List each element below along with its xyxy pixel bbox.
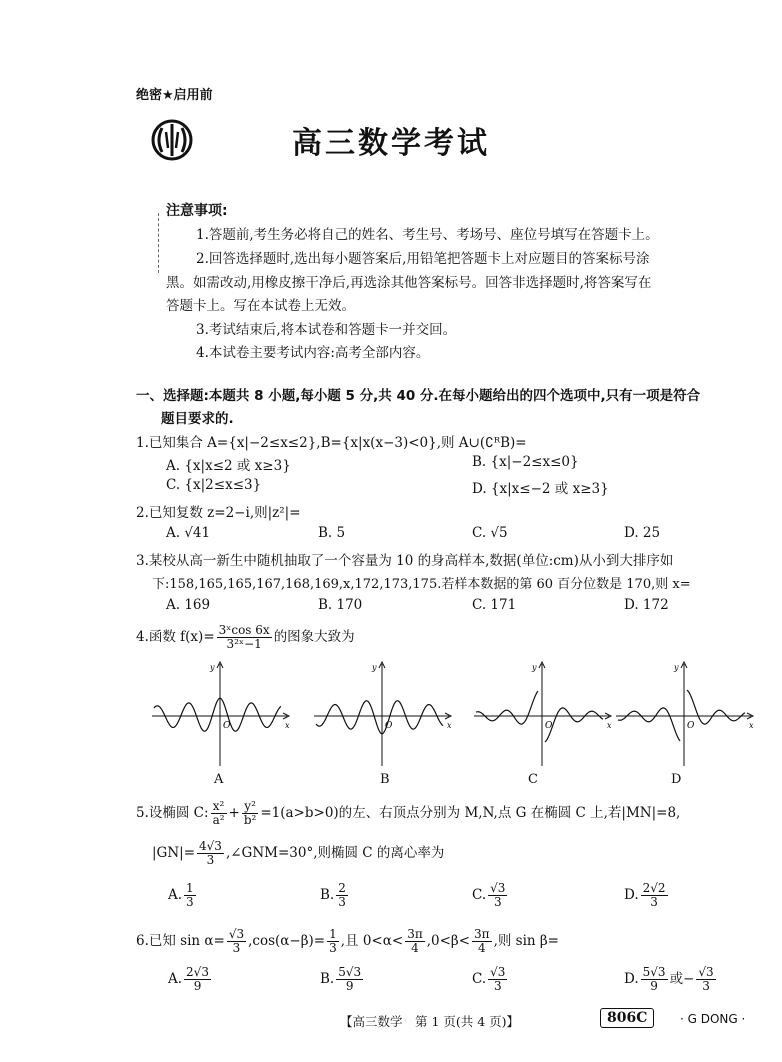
- q6-frac: [227, 928, 246, 955]
- page-footer: 【高三数学 第 1 页(共 4 页)】: [340, 1014, 520, 1029]
- q2-option-b: B. 5: [318, 525, 346, 541]
- q2-option-a: A. √41: [166, 525, 211, 541]
- section-heading-cont: 题目要求的.: [161, 411, 234, 427]
- notice-line: 答题卡上。写在本试卷上无效。: [166, 298, 355, 314]
- option-fraction: [184, 882, 196, 909]
- graph-label-a: A: [214, 772, 224, 787]
- q5-y2: y²: [242, 800, 259, 814]
- q6-option-d: [624, 966, 718, 993]
- option-fraction: [641, 966, 668, 993]
- q5-x-fraction: [211, 800, 227, 827]
- graph-d: [612, 658, 757, 768]
- q4-suffix: 的图象大致为: [273, 629, 355, 645]
- q4-prefix: 4.函数 f(x)=: [136, 629, 215, 645]
- notice-line: 黑。如需改动,用橡皮擦干净后,再选涂其他答案标号。回答非选择题时,将答案写在: [166, 275, 652, 291]
- q5-text: 5.设椭圆 C:: [136, 805, 209, 821]
- x-axis-label: x: [285, 721, 290, 730]
- q3-option-a: A. 169: [166, 597, 211, 613]
- option-fraction: [641, 882, 668, 909]
- option-fraction: [184, 966, 211, 993]
- fraction-den: 9: [345, 979, 354, 993]
- q5-text: |GN|=: [152, 845, 196, 861]
- q5-gn-num: 4√3: [199, 839, 222, 853]
- question-5-stem: [136, 800, 680, 827]
- q6-option-b: [320, 966, 365, 993]
- fraction-num: 3π: [407, 927, 423, 941]
- notice-line: 3.考试结束后,将本试卷和答题卡一并交回。: [196, 322, 457, 338]
- option-label: D.: [624, 887, 639, 903]
- fraction-den: 3: [493, 979, 502, 993]
- exam-title: 高三数学考试: [292, 126, 490, 161]
- q3-option-d: D. 172: [624, 597, 669, 613]
- question-1-stem: 1.已知集合 A={x|−2≤x≤2},B={x|x(x−3)<0},则 A∪(∁ᴿB)=: [136, 435, 527, 451]
- q5-gn-fraction: [197, 840, 224, 867]
- q5-option-d: [624, 882, 670, 909]
- q3-option-c: C. 171: [472, 597, 517, 613]
- notice-line: 4.本试卷主要考试内容:高考全部内容。: [196, 345, 430, 361]
- y-axis-label: y: [210, 663, 215, 672]
- fraction-den: 3: [338, 895, 346, 909]
- option-fraction: [488, 882, 507, 909]
- fraction-num: 2√3: [186, 965, 209, 979]
- fraction-num: 1: [329, 927, 337, 941]
- q5-text: ,∠GNM=30°,则椭圆 C 的离心率为: [225, 845, 445, 861]
- x-axis-label: x: [749, 721, 754, 730]
- option-fraction: [336, 882, 348, 909]
- notice-line: 2.回答选择题时,选出每小题答案后,用铅笔把答题卡上对应题目的答案标号涂: [196, 251, 650, 267]
- fraction-den: 4: [411, 941, 419, 955]
- q6-option-c: [472, 966, 509, 993]
- q4-denominator: 3²ˣ−1: [226, 637, 262, 651]
- q5-x2: x²: [211, 800, 227, 814]
- q1-option-a: A. {x|x≤2 或 x≥3}: [166, 458, 291, 474]
- fraction-num: 5√3: [338, 965, 362, 979]
- graph-label-d: D: [671, 772, 682, 787]
- origin-label: O: [687, 721, 695, 731]
- option-label: C.: [472, 971, 487, 987]
- fraction-num: √3: [490, 965, 506, 979]
- q4-numerator: 3ˣcos 6x: [218, 623, 270, 637]
- function-curve-left: [476, 691, 538, 724]
- q5-text: =1(a>b>0)的左、右顶点分别为 M,N,点 G 在椭圆 C 上,若|MN|=8,: [260, 805, 681, 821]
- notice-title: 注意事项:: [166, 203, 228, 219]
- question-6-stem: [136, 928, 559, 955]
- q6-text: ,0<β<: [426, 933, 471, 949]
- function-curve: [316, 701, 443, 734]
- y-axis-label: y: [372, 663, 377, 672]
- q5-option-c: [472, 882, 509, 909]
- function-curve: [154, 698, 281, 731]
- option-label: B.: [320, 971, 335, 987]
- function-curve-left: [618, 708, 680, 741]
- x-axis-label: x: [447, 721, 452, 730]
- q6-text: ,cos(α−β)=: [248, 933, 326, 949]
- option-label: B.: [320, 887, 335, 903]
- q6-text: ,且 0<α<: [340, 933, 404, 949]
- q1-option-b: B. {x|−2≤x≤0}: [472, 454, 579, 470]
- question-5-stem-cont: [152, 840, 444, 867]
- q6-frac: [472, 928, 492, 955]
- x-axis-label: x: [607, 721, 612, 730]
- origin-label: O: [545, 721, 553, 731]
- question-4-stem: [136, 624, 355, 651]
- option-label: D.: [624, 971, 639, 987]
- q6-text: ,则 sin β=: [493, 933, 559, 949]
- function-curve-right: [687, 690, 745, 724]
- fraction-num: 1: [186, 881, 194, 895]
- q5-option-b: [320, 882, 350, 909]
- q6-frac: [327, 928, 339, 955]
- q6-option-a: [168, 966, 213, 993]
- exam-code: 806C: [600, 1008, 654, 1028]
- fraction-den: 3: [650, 895, 658, 909]
- y-axis-label: y: [674, 663, 679, 672]
- brand-mark: · G DONG ·: [680, 1012, 746, 1026]
- q6-frac: [405, 928, 425, 955]
- q5-option-a: [168, 882, 198, 909]
- fraction-den: 3: [329, 941, 337, 955]
- option-fraction: [696, 966, 715, 993]
- option-label: A.: [168, 887, 183, 903]
- fraction-num: 2: [338, 881, 346, 895]
- fraction-den: 3: [493, 895, 502, 909]
- fraction-den: 9: [193, 979, 202, 993]
- q5-plus: +: [228, 805, 240, 821]
- option-label: A.: [168, 971, 183, 987]
- graph-b: [310, 658, 455, 768]
- q5-b2: b²: [243, 813, 257, 827]
- option-fraction: [336, 966, 363, 993]
- q6-text: 6.已知 sin α=: [136, 933, 225, 949]
- graph-label-b: B: [380, 772, 390, 787]
- option-or: 或−: [669, 971, 695, 987]
- section-heading: 一、选择题:本题共 8 小题,每小题 5 分,共 40 分.在每小题给出的四个选项中,只有一项是符合: [136, 388, 701, 404]
- y-axis-label: y: [532, 663, 537, 672]
- fraction-num: 2√2: [642, 881, 666, 895]
- fraction-num: √3: [698, 965, 714, 979]
- option-fraction: [488, 966, 507, 993]
- q1-option-c: C. {x|2≤x≤3}: [166, 477, 262, 493]
- binding-marks: [158, 213, 163, 273]
- question-3-stem-cont: 下:158,165,165,167,168,169,x,172,173,175.若样本数据的第 60 百分位数是 170,则 x=: [152, 577, 691, 592]
- fraction-den: 3: [186, 895, 194, 909]
- fraction-den: 4: [477, 941, 486, 955]
- q2-option-c: C. √5: [472, 525, 508, 541]
- notice-line: 1.答题前,考生务必将自己的姓名、考生号、考场号、座位号填写在答题卡上。: [196, 227, 659, 243]
- q2-option-d: D. 25: [624, 525, 661, 541]
- q5-gn-den: 3: [206, 853, 215, 867]
- fraction-num: √3: [228, 927, 245, 941]
- origin-label: O: [223, 721, 231, 731]
- fraction-num: √3: [490, 881, 506, 895]
- confidential-mark: 绝密★启用前: [136, 88, 213, 103]
- q4-function-fraction: [217, 624, 272, 651]
- option-label: C.: [472, 887, 487, 903]
- function-curve-right: [545, 708, 603, 742]
- graph-c: [470, 658, 615, 768]
- origin-label: O: [385, 721, 393, 731]
- fraction-den: 3: [232, 941, 241, 955]
- question-2-stem: 2.已知复数 z=2−i,则|z²|=: [136, 505, 301, 521]
- q1-option-d: D. {x|x≤−2 或 x≥3}: [472, 481, 609, 497]
- question-3-stem: 3.某校从高一新生中随机抽取了一个容量为 10 的身高样本,数据(单位:cm)从小到大排序如: [136, 553, 674, 569]
- q3-option-b: B. 170: [318, 597, 363, 613]
- graph-a: [148, 658, 293, 768]
- fraction-num: 3π: [474, 927, 490, 941]
- q5-y-fraction: [242, 800, 259, 827]
- fraction-den: 3: [702, 979, 710, 993]
- fraction-num: 5√3: [642, 965, 666, 979]
- q5-a2: a²: [212, 813, 225, 827]
- fraction-den: 9: [650, 979, 658, 993]
- graph-label-c: C: [528, 772, 538, 787]
